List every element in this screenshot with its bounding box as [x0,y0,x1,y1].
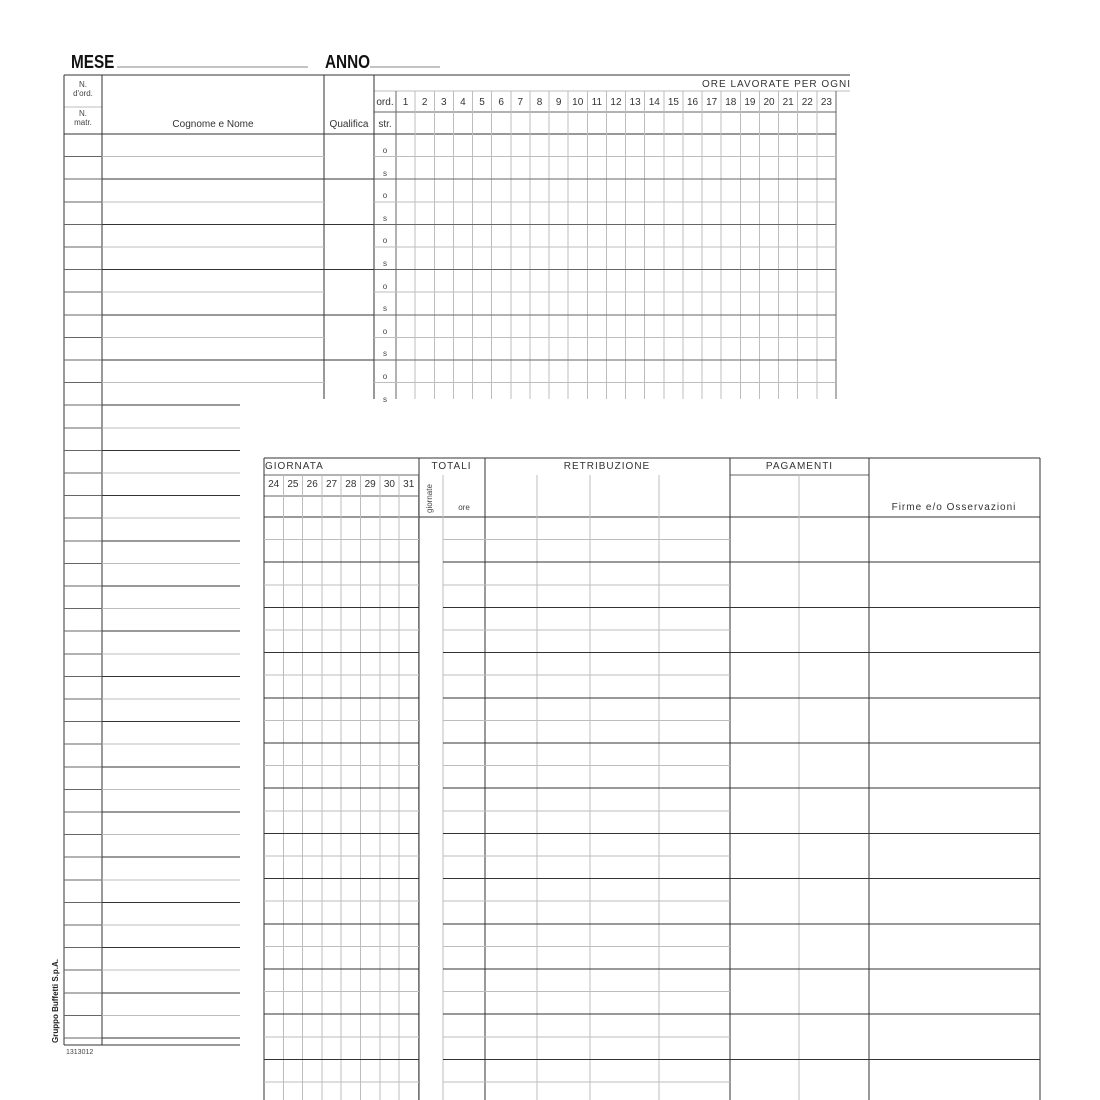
day-number-17: 17 [706,97,718,108]
ore-label: ore [458,503,470,512]
mese-label: MESE [71,52,115,72]
overtime-hours-marker: s [383,168,387,178]
day-number-20: 20 [763,97,775,108]
ordinary-hours-marker: o [382,372,388,381]
n-ord-label: N. d'ord. [73,80,93,98]
overtime-hours-marker: s [383,259,387,268]
day-number-26: 26 [306,479,318,490]
day-number-24: 24 [268,479,280,490]
ordinary-hours-marker: o [382,236,388,246]
day-number-19: 19 [744,97,756,108]
ord-label: ord. [376,97,394,108]
day-number-29: 29 [364,479,376,490]
anno-label: ANNO [325,52,371,72]
day-number-14: 14 [648,97,660,108]
overtime-hours-marker: s [383,349,387,359]
overtime-hours-marker: s [383,304,387,314]
day-number-6: 6 [498,97,504,108]
day-number-12: 12 [610,97,622,108]
day-number-23: 23 [820,97,832,108]
day-number-2: 2 [421,97,428,108]
str-label: str. [378,119,392,130]
day-number-9: 9 [555,97,562,108]
overtime-hours-marker: s [383,213,387,223]
day-number-3: 3 [441,97,447,108]
day-number-13: 13 [629,97,641,108]
ordinary-hours-marker: o [382,281,388,291]
overtime-hours-marker: s [383,394,387,404]
day-number-27: 27 [325,479,338,490]
day-number-16: 16 [686,97,699,108]
day-number-7: 7 [517,97,524,108]
day-number-8: 8 [536,97,543,108]
name-column-header: Cognome e Nome [172,119,254,130]
giornata-header: GIORNATA [265,461,324,472]
giornate-label: giornate [425,484,434,513]
company-imprint: Gruppo Buffetti S.p.A. [51,959,60,1043]
day-number-11: 11 [591,97,603,108]
form-code: 1313012 [66,1049,94,1056]
day-number-22: 22 [801,97,813,108]
pagamenti-header: PAGAMENTI [765,461,834,472]
retribuzione-header: RETRIBUZIONE [563,461,651,472]
day-number-10: 10 [572,97,584,108]
day-number-31: 31 [403,479,415,490]
day-number-18: 18 [725,97,737,108]
qualifica-column-header: Qualifica [329,119,369,130]
day-number-21: 21 [782,97,794,108]
day-number-4: 4 [460,97,466,108]
day-number-25: 25 [287,479,299,490]
day-number-28: 28 [345,479,357,490]
ordinary-hours-marker: o [382,146,388,155]
n-matr-label: N. matr. [74,109,92,127]
day-number-30: 30 [383,479,395,490]
ordinary-hours-marker: o [382,191,388,201]
totali-header: TOTALI [431,461,472,472]
ore-lavorate-header: ORE LAVORATE PER OGNI [702,79,851,90]
firme-osservazioni-header: Firme e/o Osservazioni [891,502,1017,513]
day-number-15: 15 [667,97,679,108]
day-number-5: 5 [479,97,485,108]
day-number-1: 1 [402,97,409,108]
ordinary-hours-marker: o [382,326,388,336]
